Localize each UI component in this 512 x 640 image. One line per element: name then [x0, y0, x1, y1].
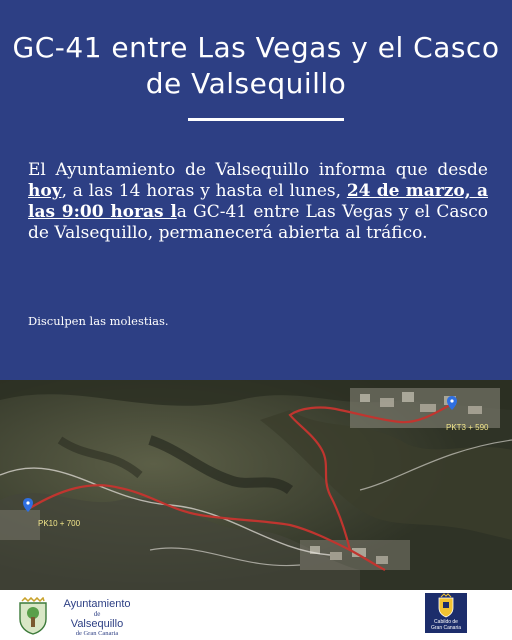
- title-line-1: GC-41 entre Las Vegas y el Casco: [12, 31, 500, 64]
- ayto-line-3: Valsequillo: [70, 618, 124, 630]
- apology-text: Disculpen las molestias.: [28, 314, 169, 328]
- cabildo-line-1: Cabildo de: [434, 619, 458, 625]
- cabildo-logo: [425, 593, 467, 633]
- notice-part-2: , a las 14 horas y hasta el lunes,: [61, 181, 347, 201]
- page-title: [0, 30, 512, 102]
- ayto-line-4: de Gran Canaria: [75, 630, 119, 637]
- ayto-line-2: de: [93, 610, 101, 618]
- valsequillo-crest-logo: [14, 597, 52, 635]
- map-label-west: PK10 + 700: [38, 519, 81, 528]
- notice-body: [28, 160, 488, 244]
- notice-part-3: a GC-41 entre Las Vegas y el Casco de Valsequillo, permanecerá abierta al tráfico.: [28, 202, 488, 243]
- title-line-2: de Valsequillo: [145, 67, 347, 100]
- notice-part-1: El Ayuntamiento de Valsequillo informa que desde: [28, 160, 488, 180]
- map-label-east: PKT3 + 590: [446, 423, 489, 432]
- notice-date-time: 24 de marzo, a las 9:00 horas l: [28, 181, 488, 222]
- ayto-line-1: Ayuntamiento: [63, 598, 131, 610]
- cabildo-line-2: Gran Canaria: [430, 625, 461, 631]
- ayuntamiento-wordmark: [58, 598, 136, 638]
- notice-hoy: hoy: [28, 181, 62, 201]
- satellite-map: [0, 380, 512, 590]
- title-underline: [188, 118, 344, 121]
